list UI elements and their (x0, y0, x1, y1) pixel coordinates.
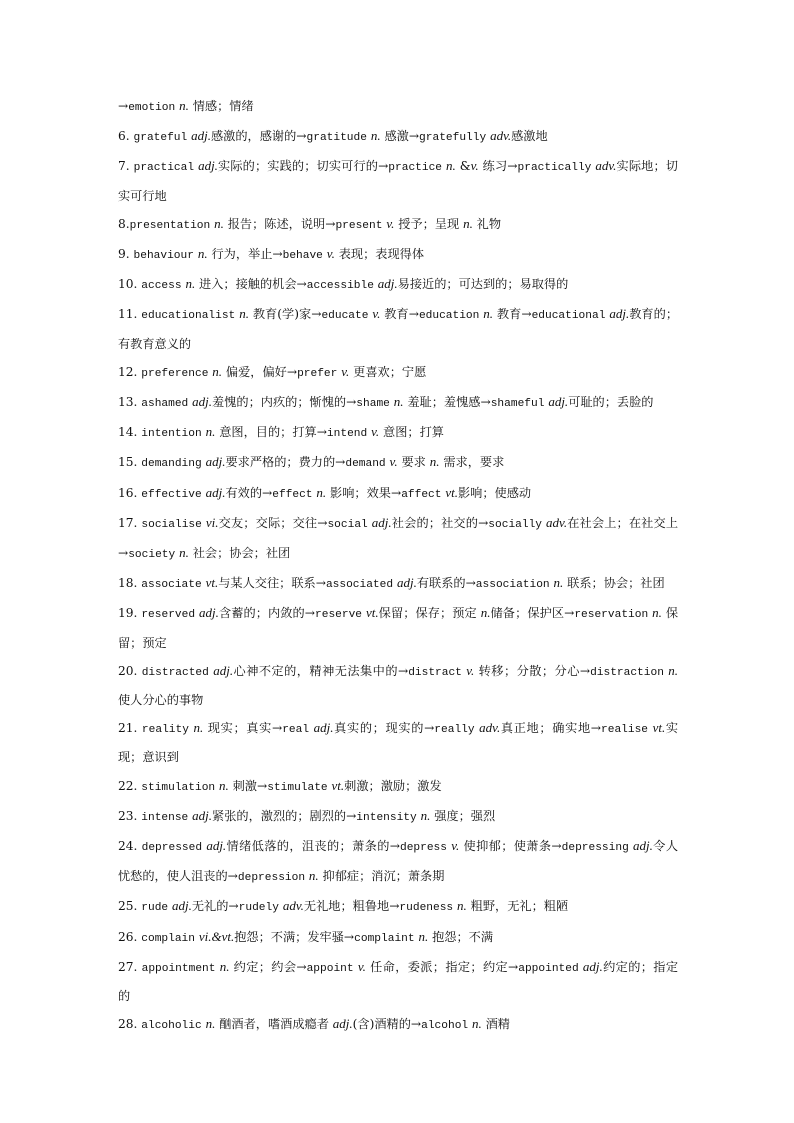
vocab-entry-reality: 21. reality n. 现实；真实→real adj.真实的；现实的→really adv.真正地；确实地→realise vt.实现；意识到 (118, 720, 679, 765)
vocab-entry-access: 10. access n. 进入；接触的机会→accessible adj.易接近的；可达到的；易取得的 (118, 276, 569, 293)
vocab-entry-complain: 26. complain vi.&vt.抱怨；不满；发牢骚→complaint n. 抱怨；不满 (118, 928, 494, 945)
vocabulary-list (118, 92, 678, 1041)
vocab-entry-appointment: 27. appointment n. 约定；约会→appoint v. 任命，委派；指定；约定→appointed adj.约定的；指定的 (118, 958, 679, 1004)
vocab-entry-practical: 7. practical adj.实际的；实践的；切实可行的→practice n. &v. 练习→practically adv.实际地；切实可行地 (118, 158, 678, 203)
vocab-entry-intense: 23. intense adj.紧张的，激烈的；剧烈的→intensity n. 强度；强烈 (118, 807, 496, 824)
vocab-entry-behaviour: 9. behaviour n. 行为，举止→behave v. 表现；表现得体 (118, 246, 425, 263)
vocab-entry-stimulation: 22. stimulation n. 刺激→stimulate vt.刺激；激励；激发 (118, 777, 442, 794)
vocab-entry-alcoholic: 28. alcoholic n. 酗酒者，嗜酒成瘾者 adj.(含)酒精的→alcohol n. 酒精 (118, 1016, 510, 1033)
vocab-entry-grateful: 6. grateful adj.感激的，感谢的→gratitude n. 感激→gratefully adv.感激地 (118, 128, 548, 145)
vocab-entry-demanding: 15. demanding adj.要求严格的；费力的→demand v. 要求 n. 需求，要求 (118, 454, 505, 471)
vocab-entry-reserved: 19. reserved adj.含蓄的；内敛的→reserve vt.保留；保存；预定 n.储备；保护区→reservation n. 保留；预定 (118, 605, 679, 650)
vocab-entry-effective: 16. effective adj.有效的→effect n. 影响；效果→affect vt.影响；使感动 (118, 484, 532, 501)
vocab-entry-socialise: 17. socialise vi.交友；交际；交往→social adj.社会的；社交的→socially adv.在社会上；在社交上→society n. 社会；协会；社团 (118, 514, 679, 562)
vocab-entry-emotion: →emotion n. 情感；情绪 (118, 98, 254, 114)
vocab-entry-ashamed: 13. ashamed adj.羞愧的；内疚的；惭愧的→shame n. 羞耻；羞愧感→shameful adj.可耻的；丢脸的 (118, 394, 654, 411)
vocab-entry-associate: 18. associate vt.与某人交往；联系→associated adj.有联系的→association n. 联系；协会；社团 (118, 575, 665, 592)
vocab-entry-distracted: 20. distracted adj.心神不定的，精神无法集中的→distract v. 转移；分散；分心→distraction n. 使人分心的事物 (118, 662, 679, 708)
vocab-entry-presentation: 8.presentation n. 报告；陈述，说明→present v. 授予；呈现 n. 礼物 (118, 215, 502, 232)
vocab-entry-preference: 12. preference n. 偏爱，偏好→prefer v. 更喜欢；宁愿 (118, 363, 427, 380)
vocab-entry-educationalist: 11. educationalist n. 教育(学)家→educate v. 教育→education n. 教育→educational adj.教育的；有教育意义的 (118, 306, 679, 351)
vocab-entry-rude: 25. rude adj.无礼的→rudely adv.无礼地；粗鲁地→rudeness n. 粗野，无礼；粗陋 (118, 898, 569, 915)
vocab-entry-intention: 14. intention n. 意图，目的；打算→intend v. 意图；打算 (118, 424, 444, 441)
vocab-entry-depressed: 24. depressed adj.情绪低落的，沮丧的；萧条的→depress v. 使抑郁；使萧条→depressing adj.令人忧愁的，使人沮丧的→depression n. 抑郁症；消沉；萧条期 (118, 838, 679, 885)
